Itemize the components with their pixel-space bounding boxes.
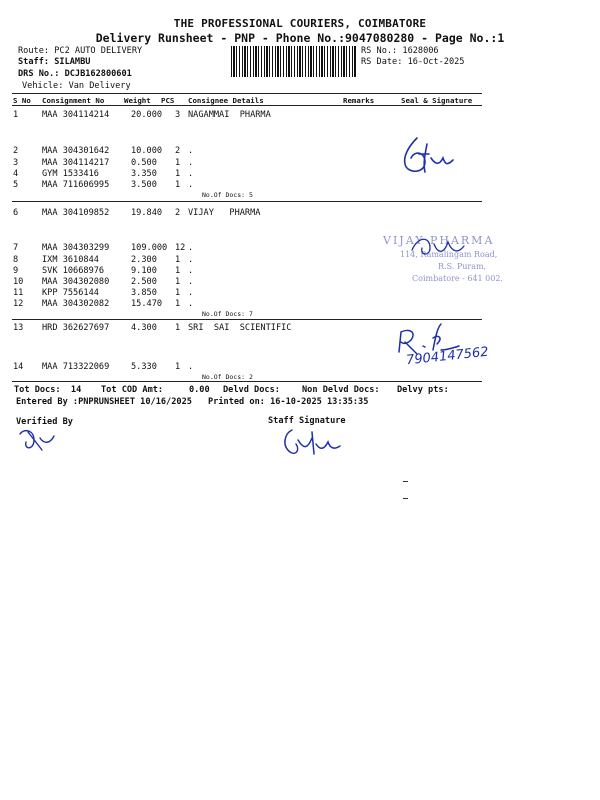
row-weight: 3.350 bbox=[131, 169, 157, 179]
stray-mark bbox=[403, 481, 408, 482]
row-sno: 2 bbox=[13, 146, 19, 156]
row-weight: 15.470 bbox=[131, 299, 163, 309]
row-consignment-no: SVK 10668976 bbox=[42, 266, 105, 276]
verified-by-label: Verified By bbox=[16, 417, 73, 427]
barcode bbox=[231, 46, 356, 77]
vehicle: Vehicle: Van Delivery bbox=[22, 81, 131, 91]
total-cod: Tot COD Amt: 0.00 bbox=[101, 385, 210, 395]
row-weight: 4.300 bbox=[131, 323, 157, 333]
col-sno: S No bbox=[13, 96, 31, 105]
group-rule bbox=[12, 201, 482, 202]
row-weight: 3.500 bbox=[131, 180, 157, 190]
row-weight: 3.850 bbox=[131, 288, 157, 298]
runsheet-title: Delivery Runsheet - PNP - Phone No.:9047080280 - Page No.:1 bbox=[95, 31, 505, 45]
row-consignee: . bbox=[188, 169, 194, 179]
row-consignment-no: MAA 304114214 bbox=[42, 110, 110, 120]
row-consignee: VIJAY PHARMA bbox=[188, 208, 261, 218]
row-sno: 14 bbox=[13, 362, 24, 372]
drs-number: DRS No.: DCJB162800601 bbox=[18, 69, 132, 79]
total-docs: Tot Docs: 14 bbox=[14, 385, 82, 395]
row-pcs: 1 bbox=[175, 180, 181, 190]
col-seal: Seal & Signature bbox=[401, 96, 473, 105]
col-consignee: Consignee Details bbox=[188, 96, 264, 105]
signature-row6 bbox=[408, 232, 478, 262]
row-pcs: 12 bbox=[175, 243, 186, 253]
row-weight: 20.000 bbox=[131, 110, 163, 120]
row-pcs: 1 bbox=[175, 255, 181, 265]
row-consignee: SRI SAI SCIENTIFIC bbox=[188, 323, 292, 333]
row-sno: 4 bbox=[13, 169, 19, 179]
row-consignment-no: MAA 304303299 bbox=[42, 243, 110, 253]
staff-signature-label: Staff Signature bbox=[268, 416, 346, 426]
rs-number: RS No.: 1628006 bbox=[361, 46, 439, 56]
row-consignment-no: KPP 7556144 bbox=[42, 288, 99, 298]
delivered-docs: Delvd Docs: bbox=[223, 385, 280, 395]
stamp-line: 114, Ramalingam Road, bbox=[400, 250, 498, 259]
row-consignment-no: MAA 713322069 bbox=[42, 362, 110, 372]
row-pcs: 1 bbox=[175, 362, 181, 372]
printed-on: Printed on: 16-10-2025 13:35:35 bbox=[208, 397, 369, 407]
group-doc-count: No.Of Docs: 5 bbox=[202, 191, 253, 199]
row-sno: 11 bbox=[13, 288, 24, 298]
row-consignment-no: MAA 304302082 bbox=[42, 299, 110, 309]
row-sno: 10 bbox=[13, 277, 24, 287]
row-consignment-no: HRD 362627697 bbox=[42, 323, 110, 333]
group-doc-count: No.Of Docs: 7 bbox=[202, 310, 253, 318]
row-sno: 5 bbox=[13, 180, 19, 190]
rs-date: RS Date: 16-Oct-2025 bbox=[361, 57, 465, 67]
row-consignee: . bbox=[188, 362, 194, 372]
row-pcs: 1 bbox=[175, 266, 181, 276]
row-weight: 2.500 bbox=[131, 277, 157, 287]
row-weight: 2.300 bbox=[131, 255, 157, 265]
row-sno: 13 bbox=[13, 323, 24, 333]
row-consignee: . bbox=[188, 255, 194, 265]
col-remarks: Remarks bbox=[343, 96, 375, 105]
non-delivered-docs: Non Delvd Docs: bbox=[302, 385, 380, 395]
row-sno: 1 bbox=[13, 110, 19, 120]
row-consignment-no: MAA 304301642 bbox=[42, 146, 110, 156]
row-consignment-no: MAA 304302080 bbox=[42, 277, 110, 287]
header-rule-top bbox=[12, 93, 482, 94]
row-weight: 10.000 bbox=[131, 146, 163, 156]
row-weight: 5.330 bbox=[131, 362, 157, 372]
row-pcs: 1 bbox=[175, 158, 181, 168]
stamp-line: Coimbatore - 641 002. bbox=[412, 274, 503, 283]
col-pcs: PCS bbox=[161, 96, 175, 105]
col-weight: Weight bbox=[124, 96, 151, 105]
col-consignment: Consignment No bbox=[42, 96, 105, 105]
row-weight: 19.840 bbox=[131, 208, 163, 218]
route: Route: PC2 AUTO DELIVERY bbox=[18, 46, 143, 56]
company-name: THE PROFESSIONAL COURIERS, COIMBATORE bbox=[173, 17, 427, 30]
delivery-points: Delvy pts: bbox=[397, 385, 449, 395]
row-consignee: NAGAMMAI PHARMA bbox=[188, 110, 271, 120]
verified-by-signature bbox=[14, 424, 64, 458]
row-sno: 9 bbox=[13, 266, 19, 276]
row-consignment-no: GYM 1533416 bbox=[42, 169, 99, 179]
entered-by: Entered By :PNPRUNSHEET 10/16/2025 bbox=[16, 397, 192, 407]
row-consignment-no: MAA 304109852 bbox=[42, 208, 110, 218]
row-sno: 7 bbox=[13, 243, 19, 253]
row-sno: 3 bbox=[13, 158, 19, 168]
stray-mark bbox=[403, 498, 408, 499]
row-consignment-no: MAA 711606995 bbox=[42, 180, 110, 190]
row-pcs: 1 bbox=[175, 288, 181, 298]
header-rule-bottom bbox=[12, 105, 482, 106]
row-pcs: 1 bbox=[175, 169, 181, 179]
row-sno: 6 bbox=[13, 208, 19, 218]
staff: Staff: SILAMBU bbox=[18, 57, 91, 67]
row-pcs: 1 bbox=[175, 299, 181, 309]
group-rule bbox=[12, 381, 482, 382]
signature-row1 bbox=[395, 132, 465, 187]
row-pcs: 2 bbox=[175, 146, 181, 156]
row-consignee: . bbox=[188, 299, 194, 309]
row-consignee: . bbox=[188, 243, 194, 253]
row-pcs: 1 bbox=[175, 323, 181, 333]
row-consignee: . bbox=[188, 146, 194, 156]
row-consignee: . bbox=[188, 277, 194, 287]
row-consignment-no: IXM 3610844 bbox=[42, 255, 99, 265]
group-doc-count: No.Of Docs: 2 bbox=[202, 373, 253, 381]
row-consignee: . bbox=[188, 180, 194, 190]
row-weight: 0.500 bbox=[131, 158, 157, 168]
stamp-line: R.S. Puram, bbox=[438, 262, 487, 271]
staff-signature bbox=[278, 424, 348, 460]
row-pcs: 2 bbox=[175, 208, 181, 218]
row-consignee: . bbox=[188, 158, 194, 168]
row-pcs: 1 bbox=[175, 277, 181, 287]
handwritten-phone: 7904147562 bbox=[405, 344, 490, 369]
row-weight: 9.100 bbox=[131, 266, 157, 276]
row-pcs: 3 bbox=[175, 110, 181, 120]
row-consignee: . bbox=[188, 266, 194, 276]
row-weight: 109.000 bbox=[131, 243, 168, 253]
row-consignment-no: MAA 304114217 bbox=[42, 158, 110, 168]
row-consignee: . bbox=[188, 288, 194, 298]
stamp-line: VIJAY PHARMA bbox=[383, 234, 495, 247]
row-sno: 12 bbox=[13, 299, 24, 309]
row-sno: 8 bbox=[13, 255, 19, 265]
